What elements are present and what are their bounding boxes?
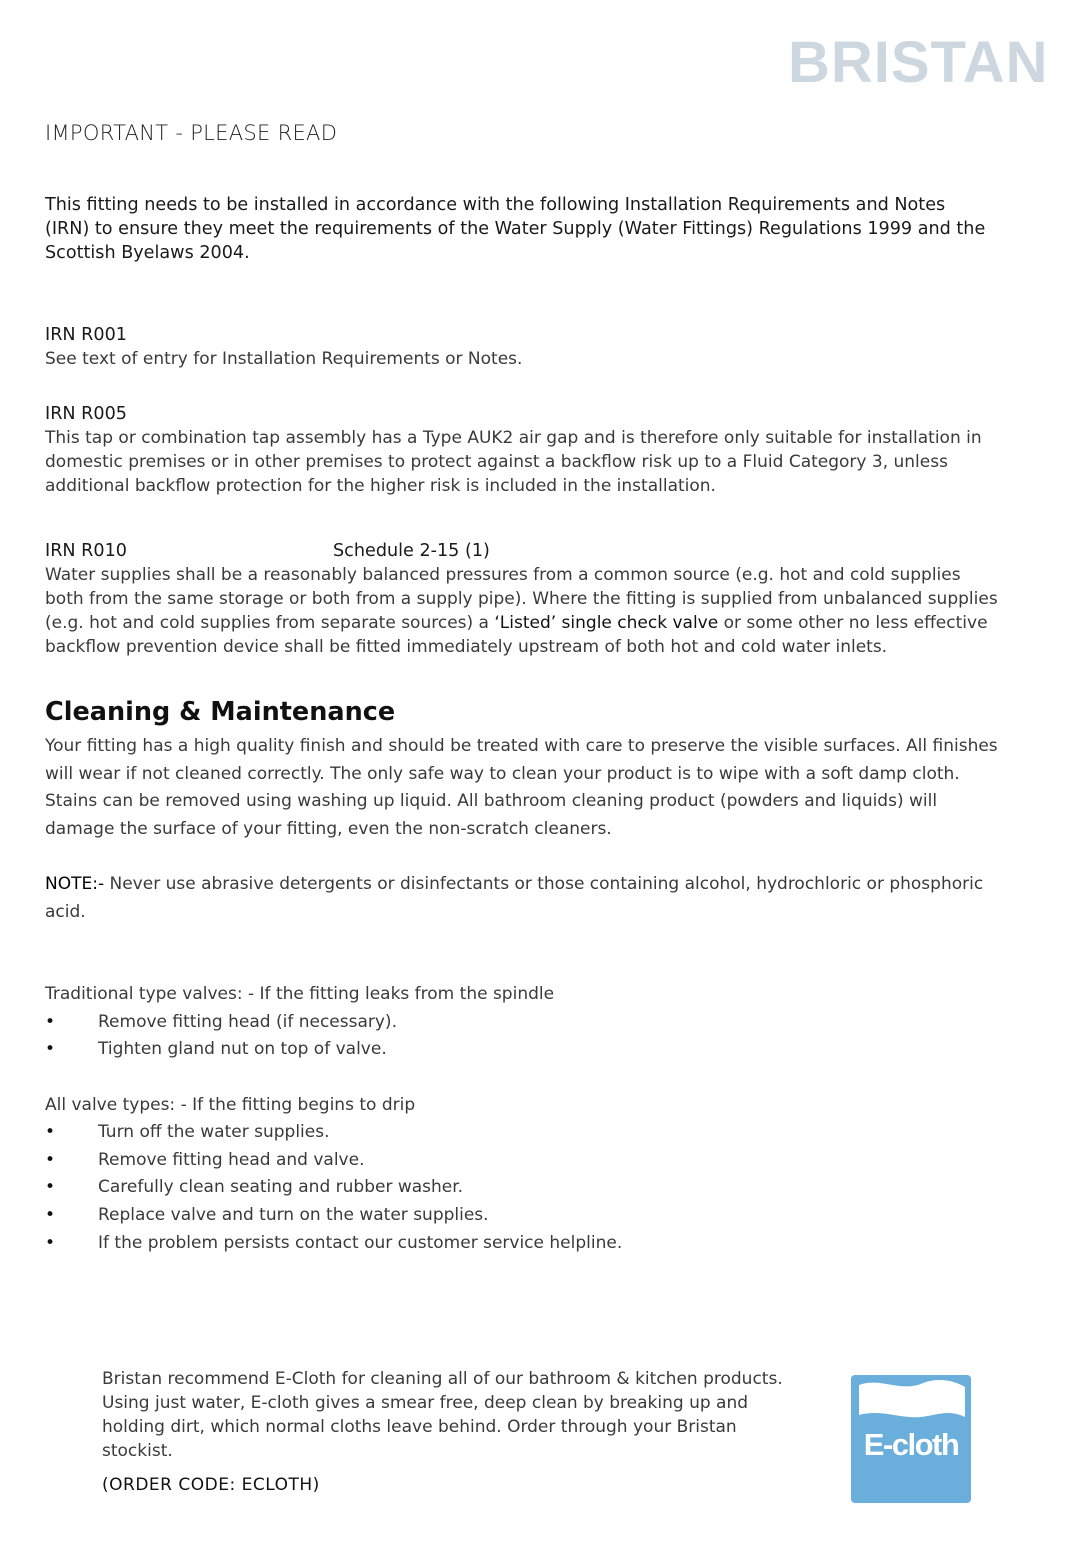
irn-code: IRN R001: [45, 325, 127, 345]
important-title: IMPORTANT - PLEASE READ: [45, 121, 338, 145]
note-line: [45, 871, 983, 899]
irn-text-line: domestic premises or in other premises to protect against a backflow risk up to a Fluid Category 3, unless: [45, 452, 948, 472]
bullet: •: [45, 1039, 56, 1059]
promo-line: Using just water, E-cloth gives a smear free, deep clean by breaking up and: [102, 1393, 749, 1413]
care-line: Your fitting has a high quality finish and should be treated with care to preserve the visible surfaces. All finishes: [45, 736, 998, 756]
promo-line: stockist.: [102, 1441, 173, 1461]
schedule-reference: Schedule 2-15 (1): [333, 541, 490, 561]
irn-text-line: both from the same storage or both from a supply pipe). Where the fitting is supplied from unbalanced supplies: [45, 589, 998, 609]
ecloth-logo: [851, 1375, 971, 1503]
bristan-logo: BRISTAN: [788, 30, 1049, 95]
irn-r010: [45, 539, 998, 659]
irn-code: IRN R005: [45, 404, 127, 424]
maintenance-heading: Cleaning & Maintenance: [45, 697, 396, 727]
bullet: •: [45, 1205, 56, 1225]
note-line: acid.: [45, 901, 86, 922]
care-line: Stains can be removed using washing up liquid. All bathroom cleaning product (powders and liquids) will: [45, 791, 938, 812]
note-paragraph: [45, 871, 983, 926]
list-item-text: Tighten gland nut on top of valve.: [98, 1039, 387, 1059]
all-valve-types-heading: All valve types: - If the fitting begins to drip: [45, 1095, 416, 1115]
irn-text-line: See text of entry for Installation Requirements or Notes.: [45, 349, 523, 369]
intro-line: This fitting needs to be installed in accordance with the following Installation Requirements and Notes: [45, 195, 946, 215]
intro-line: (IRN) to ensure they meet the requirements of the Water Supply (Water Fittings) Regulations 1999 and the: [45, 219, 986, 239]
list-item-text: Remove fitting head and valve.: [98, 1150, 365, 1170]
bullet: •: [45, 1012, 56, 1032]
promo-line: holding dirt, which normal cloths leave behind. Order through your Bristan: [102, 1417, 737, 1437]
irn-text-segment: or some other no less effective: [718, 613, 988, 633]
irn-text-line: [45, 611, 998, 635]
care-line: will wear if not cleaned correctly. The only safe way to clean your product is to wipe with a soft damp cloth.: [45, 763, 960, 784]
list-item-text: Remove fitting head (if necessary).: [98, 1012, 397, 1032]
irn-text-line: additional backflow protection for the higher risk is included in the installation.: [45, 476, 716, 496]
list-item-text: Replace valve and turn on the water supplies.: [98, 1205, 489, 1225]
irn-r001: [45, 323, 522, 371]
irn-text-segment: (e.g. hot and cold supplies from separate sources) a: [45, 613, 495, 633]
care-paragraph: [45, 733, 998, 843]
order-code: (ORDER CODE: ECLOTH): [102, 1475, 320, 1495]
list-item-text: Turn off the water supplies.: [98, 1122, 330, 1142]
note-text: Never use abrasive detergents or disinfectants or those containing alcohol, hydrochloric or phosphoric: [104, 874, 984, 894]
intro-paragraph: [45, 193, 985, 265]
bullet: •: [45, 1122, 56, 1142]
bullet: •: [45, 1177, 56, 1197]
ecloth-promo: [102, 1367, 783, 1463]
irn-r005: [45, 402, 982, 498]
bullet: •: [45, 1233, 56, 1253]
irn-text-line: Water supplies shall be a reasonably balanced pressures from a common source (e.g. hot and cold supplies: [45, 565, 961, 585]
irn-code: IRN R010: [45, 541, 127, 561]
list-item-text: Carefully clean seating and rubber washer.: [98, 1177, 464, 1197]
note-label: NOTE:-: [45, 874, 105, 894]
list-item-text: If the problem persists contact our customer service helpline.: [98, 1233, 623, 1253]
bullet: •: [45, 1150, 56, 1170]
irn-text-line: backflow prevention device shall be fitted immediately upstream of both hot and cold water inlets.: [45, 637, 888, 657]
traditional-valves-heading: Traditional type valves: - If the fitting leaks from the spindle: [45, 984, 555, 1004]
irn-text-line: This tap or combination tap assembly has a Type AUK2 air gap and is therefore only suitable for installation in: [45, 428, 982, 448]
care-line: damage the surface of your fitting, even the non-scratch cleaners.: [45, 818, 612, 839]
promo-line: Bristan recommend E-Cloth for cleaning all of our bathroom & kitchen products.: [102, 1369, 783, 1389]
intro-line: Scottish Byelaws 2004.: [45, 243, 250, 263]
ecloth-label: E-cloth: [863, 1427, 959, 1462]
listed-check-valve: ‘Listed’ single check valve: [494, 613, 719, 633]
